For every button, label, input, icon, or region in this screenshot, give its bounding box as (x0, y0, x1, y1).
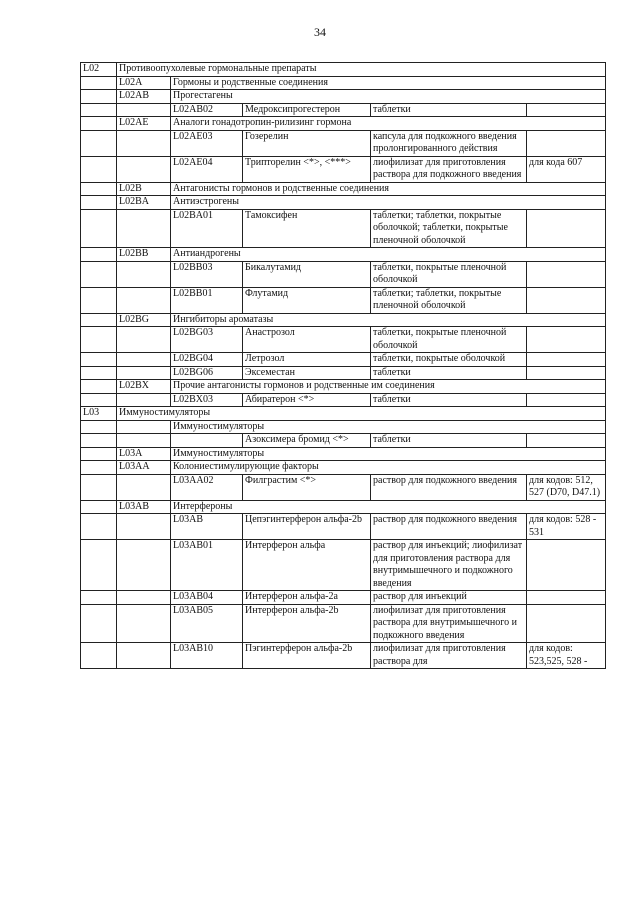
subgroup-code: L02BX (117, 380, 171, 394)
group-code: L02 (81, 63, 117, 77)
empty-cell (81, 461, 117, 475)
dosage-form: таблетки (371, 103, 527, 117)
usage-note (527, 366, 606, 380)
empty-cell (81, 500, 117, 514)
drug-name: Гозерелин (243, 130, 371, 156)
atc-code: L02AB02 (171, 103, 243, 117)
table-row-l3 (81, 420, 606, 434)
drug-name: Флутамид (243, 287, 371, 313)
usage-note (527, 604, 606, 643)
table-row-drug (81, 591, 606, 605)
dosage-form: раствор для подкожного введения (371, 514, 527, 540)
subgroup-name: Антиандрогены (171, 248, 606, 262)
subgroup-code: L02BB (117, 248, 171, 262)
atc-code: L02BX03 (171, 393, 243, 407)
atc-code: L02BA01 (171, 209, 243, 248)
group-name: Иммуностимуляторы (117, 407, 606, 421)
atc-code: L02BG06 (171, 366, 243, 380)
usage-note (527, 591, 606, 605)
subgroup-name: Прочие антагонисты гормонов и родственные им соединения (171, 380, 606, 394)
table-row-drug (81, 287, 606, 313)
table-row-drug (81, 156, 606, 182)
empty-cell (81, 643, 117, 669)
drug-name: Тамоксифен (243, 209, 371, 248)
empty-cell (117, 261, 171, 287)
empty-cell (117, 366, 171, 380)
dosage-form: таблетки (371, 393, 527, 407)
empty-cell (81, 434, 117, 448)
subgroup-code: L02BA (117, 196, 171, 210)
empty-cell (81, 117, 117, 131)
dosage-form: таблетки, покрытые пленочной оболочкой (371, 261, 527, 287)
table-row-l3 (81, 380, 606, 394)
drug-name: Пэгинтерферон альфа-2b (243, 643, 371, 669)
drug-name: Цепэгинтерферон альфа-2b (243, 514, 371, 540)
empty-cell (81, 393, 117, 407)
subgroup-code: L03A (117, 447, 171, 461)
usage-note: для кодов: 512, 527 (D70, D47.1) (527, 474, 606, 500)
empty-cell (117, 327, 171, 353)
dosage-form: капсула для подкожного введения пролонгированного действия (371, 130, 527, 156)
dosage-form: таблетки (371, 366, 527, 380)
atc-code: L03AB05 (171, 604, 243, 643)
empty-cell (81, 248, 117, 262)
drug-name: Интерферон альфа-2b (243, 604, 371, 643)
empty-cell (81, 474, 117, 500)
table-row-l2 (81, 461, 606, 475)
table-row-drug (81, 540, 606, 591)
empty-cell (117, 604, 171, 643)
empty-cell (81, 540, 117, 591)
table-row-drug (81, 514, 606, 540)
empty-cell (81, 327, 117, 353)
dosage-form: таблетки (371, 434, 527, 448)
table-row-l2 (81, 447, 606, 461)
subgroup-code: L02A (117, 76, 171, 90)
subgroup-name: Иммуностимуляторы (171, 447, 606, 461)
empty-cell (81, 261, 117, 287)
drug-name: Летрозол (243, 353, 371, 367)
table-row-drug (81, 474, 606, 500)
empty-cell (117, 434, 171, 448)
usage-note (527, 393, 606, 407)
table-row-drug (81, 366, 606, 380)
atc-code (171, 434, 243, 448)
table-row-drug (81, 327, 606, 353)
group-code: L03 (81, 407, 117, 421)
table-row-l2 (81, 500, 606, 514)
atc-code: L02BG03 (171, 327, 243, 353)
table-row-l2 (81, 182, 606, 196)
empty-cell (81, 420, 117, 434)
drug-name: Эксеместан (243, 366, 371, 380)
drug-name: Интерферон альфа-2а (243, 591, 371, 605)
usage-note: для кодов: 528 - 531 (527, 514, 606, 540)
table-row-l3 (81, 196, 606, 210)
empty-cell (81, 130, 117, 156)
empty-cell (117, 643, 171, 669)
empty-cell (81, 103, 117, 117)
table-row-l3 (81, 90, 606, 104)
table-row-drug (81, 261, 606, 287)
usage-note: для кодов: 523,525, 528 - (527, 643, 606, 669)
drug-name: Медроксипрогестерон (243, 103, 371, 117)
empty-cell (81, 366, 117, 380)
dosage-form: раствор для инъекций; лиофилизат для приготовления раствора для внутримышечного и подкожного введения (371, 540, 527, 591)
empty-cell (81, 514, 117, 540)
atc-code: L02BB03 (171, 261, 243, 287)
empty-cell (81, 196, 117, 210)
drug-name: Азоксимера бромид <*> (243, 434, 371, 448)
atc-code: L03AB01 (171, 540, 243, 591)
table-row-drug (81, 643, 606, 669)
usage-note (527, 287, 606, 313)
dosage-form: лиофилизат для приготовления раствора для (371, 643, 527, 669)
table-row-drug (81, 130, 606, 156)
subgroup-code: L03AB (117, 500, 171, 514)
subgroup-name: Колониестимулирующие факторы (171, 461, 606, 475)
table-row-drug (81, 353, 606, 367)
drug-name: Бикалутамид (243, 261, 371, 287)
empty-cell (81, 209, 117, 248)
atc-code: L02BB01 (171, 287, 243, 313)
drug-classification-table (80, 62, 606, 669)
empty-cell (81, 353, 117, 367)
usage-note (527, 353, 606, 367)
table-row-l1 (81, 407, 606, 421)
subgroup-code: L02AE (117, 117, 171, 131)
drug-name: Филграстим <*> (243, 474, 371, 500)
atc-code: L03AB (171, 514, 243, 540)
subgroup-code (117, 420, 171, 434)
empty-cell (117, 156, 171, 182)
drug-name: Анастрозол (243, 327, 371, 353)
dosage-form: лиофилизат для приготовления раствора для внутримышечного и подкожного введения (371, 604, 527, 643)
table-row-l3 (81, 117, 606, 131)
empty-cell (81, 182, 117, 196)
empty-cell (81, 380, 117, 394)
usage-note (527, 209, 606, 248)
empty-cell (81, 604, 117, 643)
subgroup-code: L02AB (117, 90, 171, 104)
table-row-drug (81, 604, 606, 643)
empty-cell (117, 591, 171, 605)
empty-cell (117, 474, 171, 500)
empty-cell (81, 447, 117, 461)
dosage-form: таблетки, покрытые пленочной оболочкой (371, 327, 527, 353)
empty-cell (117, 393, 171, 407)
usage-note (527, 434, 606, 448)
empty-cell (117, 353, 171, 367)
subgroup-name: Антиэстрогены (171, 196, 606, 210)
usage-note (527, 103, 606, 117)
usage-note: для кода 607 (527, 156, 606, 182)
table-row-drug (81, 434, 606, 448)
subgroup-name: Ингибиторы ароматазы (171, 313, 606, 327)
subgroup-name: Иммуностимуляторы (171, 420, 606, 434)
dosage-form: таблетки; таблетки, покрытые оболочкой; таблетки, покрытые пленочной оболочкой (371, 209, 527, 248)
subgroup-name: Аналоги гонадотропин-рилизинг гормона (171, 117, 606, 131)
dosage-form: раствор для инъекций (371, 591, 527, 605)
drug-name: Абиратерон <*> (243, 393, 371, 407)
subgroup-code: L03AA (117, 461, 171, 475)
table-row-drug (81, 393, 606, 407)
table-row-l3 (81, 248, 606, 262)
empty-cell (81, 90, 117, 104)
atc-code: L03AB04 (171, 591, 243, 605)
atc-code: L02AE03 (171, 130, 243, 156)
subgroup-name: Антагонисты гормонов и родственные соединения (171, 182, 606, 196)
table-row-l3 (81, 313, 606, 327)
empty-cell (117, 287, 171, 313)
drug-name: Интерферон альфа (243, 540, 371, 591)
drug-name: Трипторелин <*>, <***> (243, 156, 371, 182)
table-row-l1 (81, 63, 606, 77)
empty-cell (81, 156, 117, 182)
atc-code: L02BG04 (171, 353, 243, 367)
atc-code: L02AE04 (171, 156, 243, 182)
usage-note (527, 327, 606, 353)
empty-cell (81, 591, 117, 605)
table-row-l2 (81, 76, 606, 90)
empty-cell (117, 209, 171, 248)
group-name: Противоопухолевые гормональные препараты (117, 63, 606, 77)
subgroup-name: Интерфероны (171, 500, 606, 514)
table-row-drug (81, 103, 606, 117)
subgroup-code: L02BG (117, 313, 171, 327)
empty-cell (117, 130, 171, 156)
atc-code: L03AB10 (171, 643, 243, 669)
usage-note (527, 540, 606, 591)
subgroup-name: Гормоны и родственные соединения (171, 76, 606, 90)
dosage-form: таблетки, покрытые оболочкой (371, 353, 527, 367)
page-number: 34 (314, 25, 326, 39)
empty-cell (81, 287, 117, 313)
empty-cell (117, 514, 171, 540)
subgroup-name: Прогестагены (171, 90, 606, 104)
dosage-form: таблетки; таблетки, покрытые пленочной оболочкой (371, 287, 527, 313)
subgroup-code: L02B (117, 182, 171, 196)
empty-cell (117, 540, 171, 591)
usage-note (527, 130, 606, 156)
dosage-form: раствор для подкожного введения (371, 474, 527, 500)
usage-note (527, 261, 606, 287)
table-row-drug (81, 209, 606, 248)
empty-cell (117, 103, 171, 117)
empty-cell (81, 76, 117, 90)
atc-code: L03AA02 (171, 474, 243, 500)
empty-cell (81, 313, 117, 327)
dosage-form: лиофилизат для приготовления раствора для подкожного введения (371, 156, 527, 182)
